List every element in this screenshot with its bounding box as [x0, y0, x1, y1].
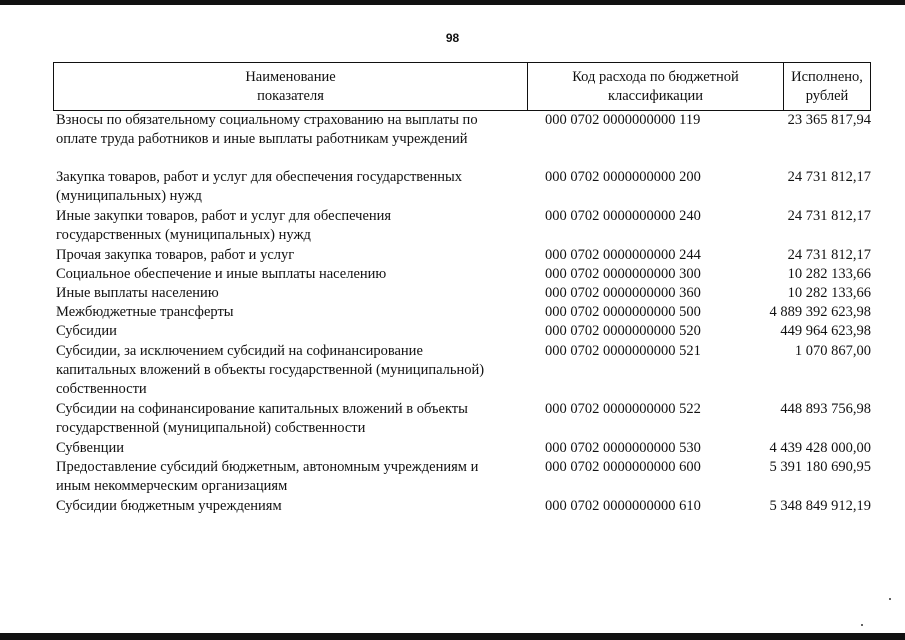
row-code: 000 0702 0000000000 200 — [545, 169, 701, 185]
row-name: Субвенции — [56, 440, 124, 456]
header-code-label: Код расхода по бюджетной классификации — [572, 68, 739, 104]
row-amount: 1 070 867,00 — [794, 343, 871, 359]
row-name: Закупка товаров, работ и услуг для обеспечения государственных (муниципальных) нужд — [56, 169, 463, 204]
row-amount: 4 439 428 000,00 — [769, 440, 871, 456]
scan-speck — [889, 598, 891, 600]
row-amount: 449 964 623,98 — [780, 323, 871, 339]
row-code: 000 0702 0000000000 300 — [545, 266, 701, 282]
row-amount: 5 348 849 912,19 — [769, 498, 871, 514]
scan-speck — [861, 624, 863, 626]
row-name: Межбюджетные трансферты — [56, 304, 234, 320]
row-code: 000 0702 0000000000 610 — [545, 498, 701, 514]
page-number: 98 — [445, 31, 460, 45]
row-name: Субсидии — [56, 323, 117, 339]
row-code: 000 0702 0000000000 520 — [545, 323, 701, 339]
row-code: 000 0702 0000000000 119 — [545, 112, 701, 128]
row-name: Взносы по обязательному социальному страхованию на выплаты по оплате труда работников и иные выплаты работникам учреждений — [56, 112, 478, 147]
row-code: 000 0702 0000000000 244 — [545, 247, 701, 263]
row-name: Субсидии, за исключением субсидий на софинансирование капитальных вложений в объекты государственной (муниципальной) собственности — [56, 343, 485, 397]
row-code: 000 0702 0000000000 360 — [545, 285, 701, 301]
row-amount: 5 391 180 690,95 — [769, 459, 871, 475]
row-name: Субсидии бюджетным учреждениям — [56, 498, 282, 514]
row-amount: 10 282 133,66 — [787, 266, 871, 282]
row-name: Социальное обеспечение и иные выплаты населению — [56, 266, 387, 282]
row-code: 000 0702 0000000000 500 — [545, 304, 701, 320]
row-amount: 10 282 133,66 — [787, 285, 871, 301]
row-amount: 24 731 812,17 — [787, 208, 871, 224]
row-code: 000 0702 0000000000 240 — [545, 208, 701, 224]
row-code: 000 0702 0000000000 530 — [545, 440, 701, 456]
row-amount: 24 731 812,17 — [787, 169, 871, 185]
row-name: Прочая закупка товаров, работ и услуг — [56, 247, 295, 263]
row-name: Иные закупки товаров, работ и услуг для обеспечения государственных (муниципальных) нужд — [56, 208, 392, 243]
row-code: 000 0702 0000000000 522 — [545, 401, 701, 417]
header-name-label: Наименование показателя — [245, 68, 336, 104]
row-amount: 448 893 756,98 — [780, 401, 871, 417]
row-amount: 23 365 817,94 — [787, 112, 871, 128]
scan-border-bottom — [0, 633, 905, 640]
row-code: 000 0702 0000000000 600 — [545, 459, 701, 475]
row-name: Иные выплаты населению — [56, 285, 219, 301]
row-code: 000 0702 0000000000 521 — [545, 343, 701, 359]
row-name: Субсидии на софинансирование капитальных вложений в объекты государственной (муниципальной) собственности — [56, 401, 468, 436]
row-amount: 4 889 392 623,98 — [769, 304, 871, 320]
header-amount-label: Исполнено, рублей — [791, 68, 863, 104]
row-amount: 24 731 812,17 — [787, 247, 871, 263]
row-name: Предоставление субсидий бюджетным, автономным учреждениям и иным некоммерческим организациям — [56, 459, 479, 494]
